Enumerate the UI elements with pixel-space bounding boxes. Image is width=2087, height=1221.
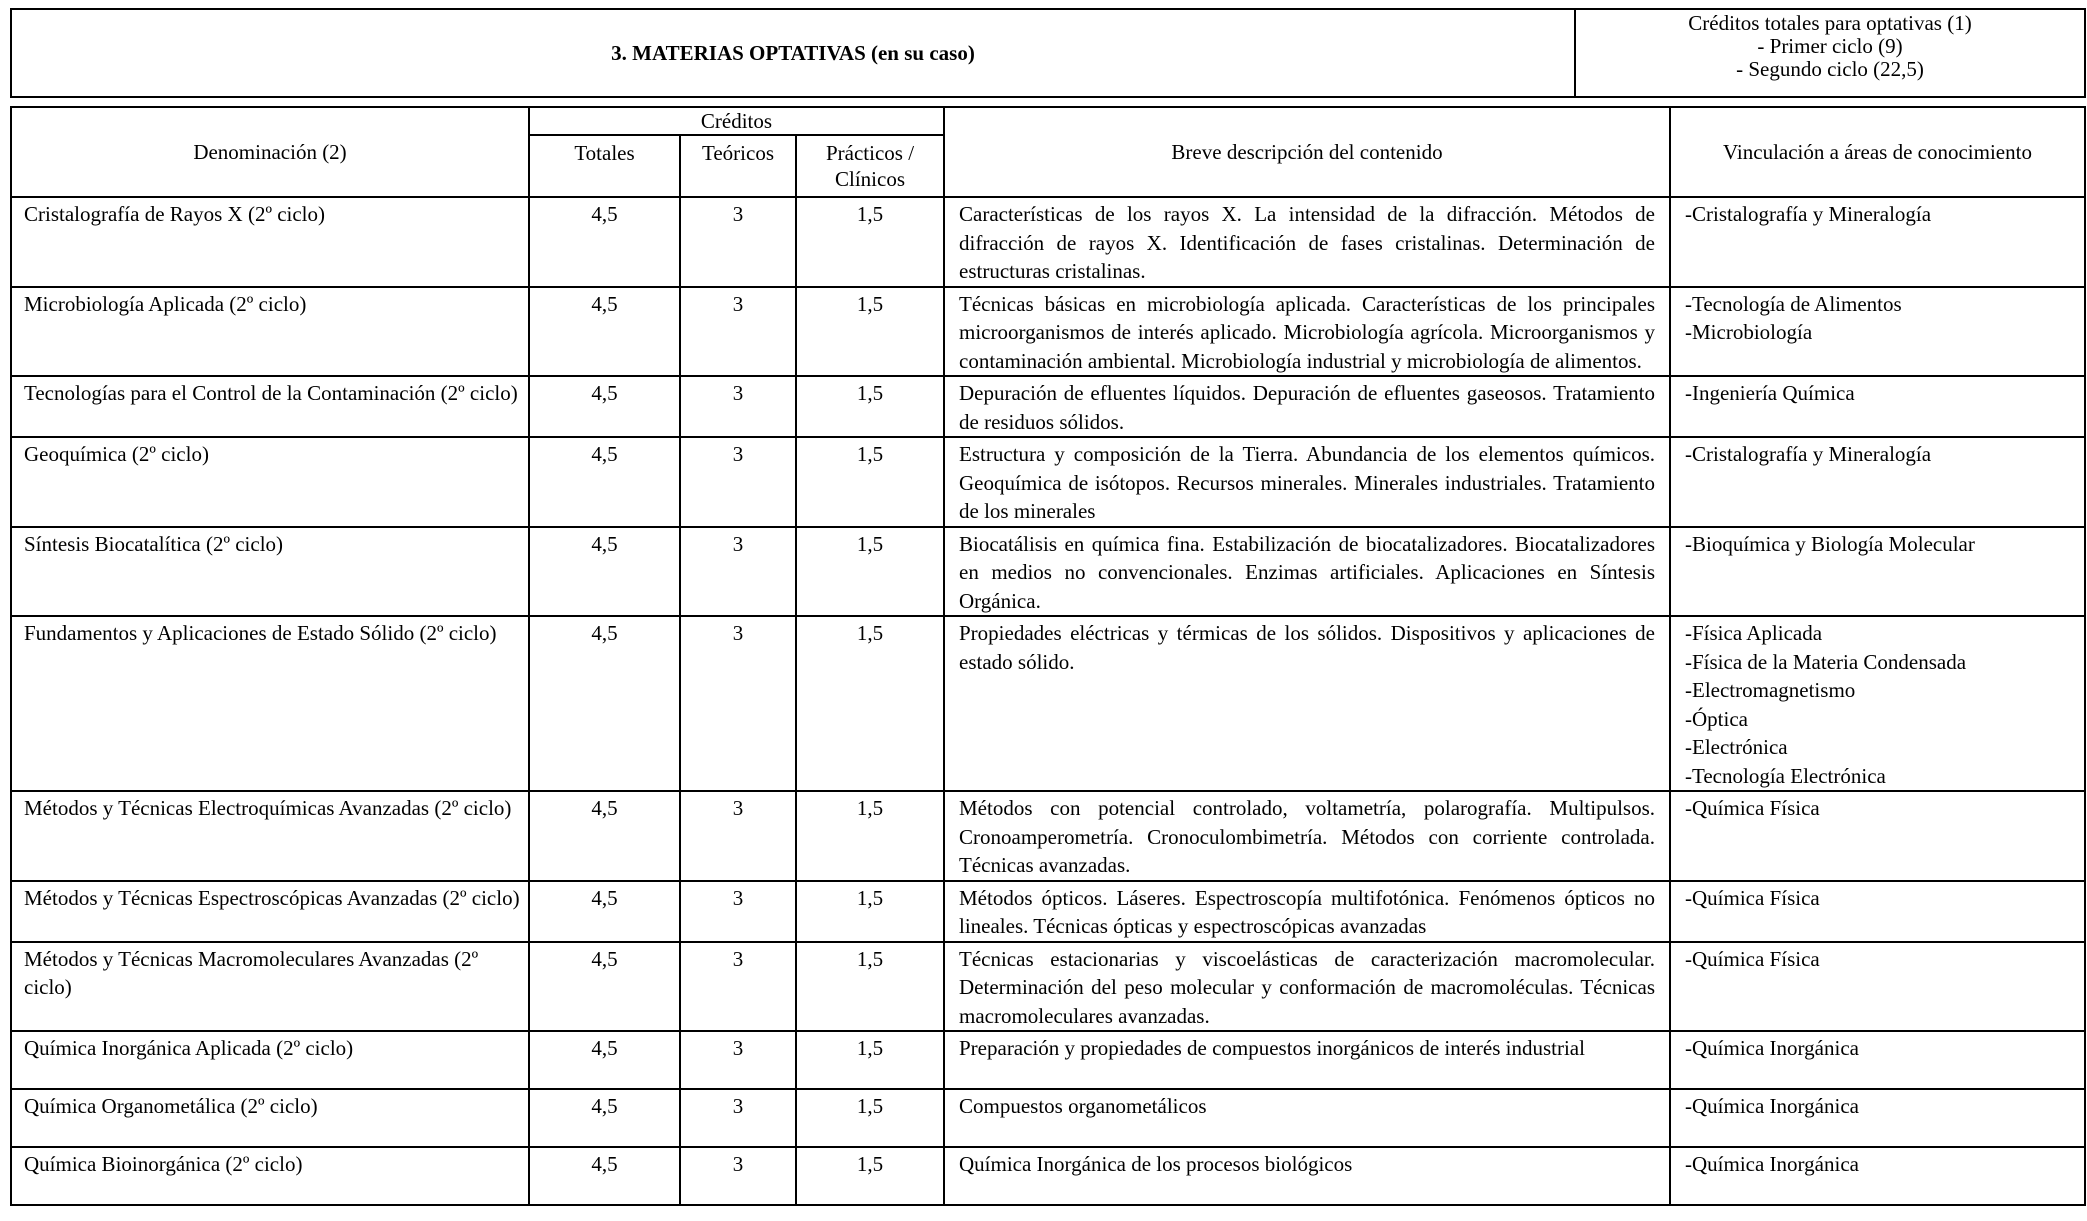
subject-name: Química Bioinorgánica (2º ciclo): [11, 1147, 529, 1205]
knowledge-areas: [1670, 437, 2085, 527]
credits-totales: 4,5: [529, 197, 680, 287]
credits-teoricos: 3: [680, 942, 796, 1032]
table-row: [11, 1031, 2085, 1089]
subject-description: Depuración de efluentes líquidos. Depuración de efluentes gaseosos. Tratamiento de residuos sólidos.: [944, 376, 1670, 437]
knowledge-areas: [1670, 616, 2085, 791]
knowledge-area-item: -Química Física: [1685, 946, 1820, 971]
subject-name: Fundamentos y Aplicaciones de Estado Sólido (2º ciclo): [11, 616, 529, 791]
subject-description: Técnicas básicas en microbiología aplicada. Características de los principales microorganismos de interés aplicado. Microbiología agrícola. Microorganismos y contaminación ambiental. Microbiología industrial y microbiología de alimentos.: [944, 287, 1670, 377]
credits-teoricos: 3: [680, 527, 796, 617]
subject-name: Tecnologías para el Control de la Contaminación (2º ciclo): [11, 376, 529, 437]
subject-description: Métodos con potencial controlado, voltametría, polarografía. Multipulsos. Cronoamperometría. Cronoculombimetría. Métodos con corriente controlada. Técnicas avanzadas.: [944, 791, 1670, 881]
section-title: 3. MATERIAS OPTATIVAS (en su caso): [11, 9, 1575, 97]
credits-teoricos: 3: [680, 1031, 796, 1089]
credits-practicos: 1,5: [796, 881, 944, 942]
knowledge-area-item: -Cristalografía y Mineralogía: [1685, 202, 1932, 226]
credits-totales: 4,5: [529, 791, 680, 881]
credits-first-cycle: - Primer ciclo (9): [1757, 34, 1903, 58]
knowledge-areas: [1670, 1031, 2085, 1089]
subject-description: Preparación y propiedades de compuestos inorgánicos de interés industrial: [944, 1031, 1670, 1089]
credits-totales: 4,5: [529, 942, 680, 1032]
credits-totales: 4,5: [529, 527, 680, 617]
credits-totales: 4,5: [529, 1147, 680, 1205]
col-header-creditos: Créditos: [529, 107, 944, 135]
knowledge-areas: [1670, 527, 2085, 617]
section-header-table: [10, 8, 2086, 98]
credits-totales: 4,5: [529, 287, 680, 377]
table-row: [11, 376, 2085, 437]
subjects-body: [11, 197, 2085, 1205]
credits-totales: 4,5: [529, 881, 680, 942]
credits-totales: 4,5: [529, 437, 680, 527]
credits-totales: 4,5: [529, 376, 680, 437]
knowledge-area-item: -Electromagnetismo: [1685, 678, 1856, 702]
table-row: [11, 791, 2085, 881]
knowledge-area-item: -Química Inorgánica: [1685, 1094, 1859, 1118]
credits-totales: 4,5: [529, 1089, 680, 1147]
knowledge-area-item: -Física Aplicada: [1685, 621, 1823, 645]
credits-practicos: 1,5: [796, 791, 944, 881]
knowledge-areas: [1670, 376, 2085, 437]
document-page: [10, 8, 2084, 1206]
subject-description: Técnicas estacionarias y viscoelásticas de caracterización macromolecular. Determinación del peso molecular y conformación de macromoléculas. Técnicas macromoleculares avanzadas.: [944, 942, 1670, 1032]
knowledge-area-item: -Ingeniería Química: [1685, 381, 1855, 405]
col-header-vinculacion: Vinculación a áreas de conocimiento: [1670, 107, 2085, 197]
subject-description: Compuestos organometálicos: [944, 1089, 1670, 1147]
credits-teoricos: 3: [680, 287, 796, 377]
knowledge-area-item: -Óptica: [1685, 706, 1748, 731]
optional-subjects-table: [10, 106, 2086, 1206]
table-row: [11, 881, 2085, 942]
subject-name: Métodos y Técnicas Espectroscópicas Avanzadas (2º ciclo): [11, 881, 529, 942]
credits-teoricos: 3: [680, 376, 796, 437]
knowledge-areas: [1670, 1089, 2085, 1147]
knowledge-area-item: -Tecnología Electrónica: [1685, 763, 1886, 788]
col-header-teoricos: Teóricos: [680, 135, 796, 197]
subject-name: Métodos y Técnicas Macromoleculares Avanzadas (2º ciclo): [11, 942, 529, 1032]
knowledge-areas: [1670, 1147, 2085, 1205]
credits-teoricos: 3: [680, 616, 796, 791]
col-header-descripcion: Breve descripción del contenido: [944, 107, 1670, 197]
knowledge-area-item: -Química Inorgánica: [1685, 1152, 1859, 1176]
knowledge-areas: [1670, 287, 2085, 377]
subject-name: Cristalografía de Rayos X (2º ciclo): [11, 197, 529, 287]
credits-teoricos: 3: [680, 1089, 796, 1147]
credits-totales: 4,5: [529, 616, 680, 791]
knowledge-areas: [1670, 197, 2085, 287]
subject-name: Síntesis Biocatalítica (2º ciclo): [11, 527, 529, 617]
credits-practicos: 1,5: [796, 376, 944, 437]
col-header-denominacion: Denominación (2): [11, 107, 529, 197]
knowledge-areas: [1670, 942, 2085, 1032]
credits-practicos: 1,5: [796, 437, 944, 527]
credits-practicos: 1,5: [796, 527, 944, 617]
col-header-practicos: Prácticos / Clínicos: [796, 135, 944, 197]
credits-practicos: 1,5: [796, 1089, 944, 1147]
knowledge-area-item: -Física de la Materia Condensada: [1685, 649, 1967, 674]
table-row: [11, 527, 2085, 617]
knowledge-areas: [1670, 791, 2085, 881]
subject-name: Química Inorgánica Aplicada (2º ciclo): [11, 1031, 529, 1089]
credits-teoricos: 3: [680, 791, 796, 881]
credits-total-line: Créditos totales para optativas (1): [1688, 11, 1972, 35]
table-row: [11, 616, 2085, 791]
credits-practicos: 1,5: [796, 942, 944, 1032]
credits-teoricos: 3: [680, 197, 796, 287]
credits-teoricos: 3: [680, 437, 796, 527]
credits-teoricos: 3: [680, 881, 796, 942]
credits-practicos: 1,5: [796, 197, 944, 287]
table-row: [11, 942, 2085, 1032]
credits-practicos: 1,5: [796, 1147, 944, 1205]
table-row: [11, 1147, 2085, 1205]
knowledge-area-item: -Química Física: [1685, 885, 1820, 910]
knowledge-areas: [1670, 881, 2085, 942]
table-row: [11, 197, 2085, 287]
credits-teoricos: 3: [680, 1147, 796, 1205]
subject-name: Química Organometálica (2º ciclo): [11, 1089, 529, 1147]
table-row: [11, 287, 2085, 377]
optional-credits-box: [1575, 9, 2085, 97]
credits-practicos: 1,5: [796, 287, 944, 377]
credits-second-cycle: - Segundo ciclo (22,5): [1736, 57, 1924, 81]
knowledge-area-item: -Química Física: [1685, 796, 1820, 820]
subject-description: Estructura y composición de la Tierra. Abundancia de los elementos químicos. Geoquímica de isótopos. Recursos minerales. Minerales industriales. Tratamiento de los minerales: [944, 437, 1670, 527]
knowledge-area-item: -Cristalografía y Mineralogía: [1685, 442, 1932, 466]
col-header-totales: Totales: [529, 135, 680, 197]
subject-description: Química Inorgánica de los procesos biológicos: [944, 1147, 1670, 1205]
knowledge-area-item: -Microbiología: [1685, 320, 1813, 344]
subject-description: Propiedades eléctricas y térmicas de los sólidos. Dispositivos y aplicaciones de estado sólido.: [944, 616, 1670, 791]
subject-name: Métodos y Técnicas Electroquímicas Avanzadas (2º ciclo): [11, 791, 529, 881]
credits-practicos: 1,5: [796, 616, 944, 791]
table-row: [11, 437, 2085, 527]
knowledge-area-item: -Tecnología de Alimentos: [1685, 291, 1902, 316]
subject-description: Biocatálisis en química fina. Estabilización de biocatalizadores. Biocatalizadores en medios no convencionales. Enzimas artificiales. Aplicaciones en Síntesis Orgánica.: [944, 527, 1670, 617]
table-row: [11, 1089, 2085, 1147]
subject-description: Características de los rayos X. La intensidad de la difracción. Métodos de difracción de rayos X. Identificación de fases cristalinas. Determinación de estructuras cristalinas.: [944, 197, 1670, 287]
knowledge-area-item: -Química Inorgánica: [1685, 1036, 1859, 1060]
subject-description: Métodos ópticos. Láseres. Espectroscopía multifotónica. Fenómenos ópticos no lineales. Técnicas ópticas y espectroscópicas avanzadas: [944, 881, 1670, 942]
credits-practicos: 1,5: [796, 1031, 944, 1089]
credits-totales: 4,5: [529, 1031, 680, 1089]
subject-name: Microbiología Aplicada (2º ciclo): [11, 287, 529, 377]
knowledge-area-item: -Electrónica: [1685, 735, 1788, 759]
knowledge-area-item: -Bioquímica y Biología Molecular: [1685, 531, 1975, 556]
subject-name: Geoquímica (2º ciclo): [11, 437, 529, 527]
